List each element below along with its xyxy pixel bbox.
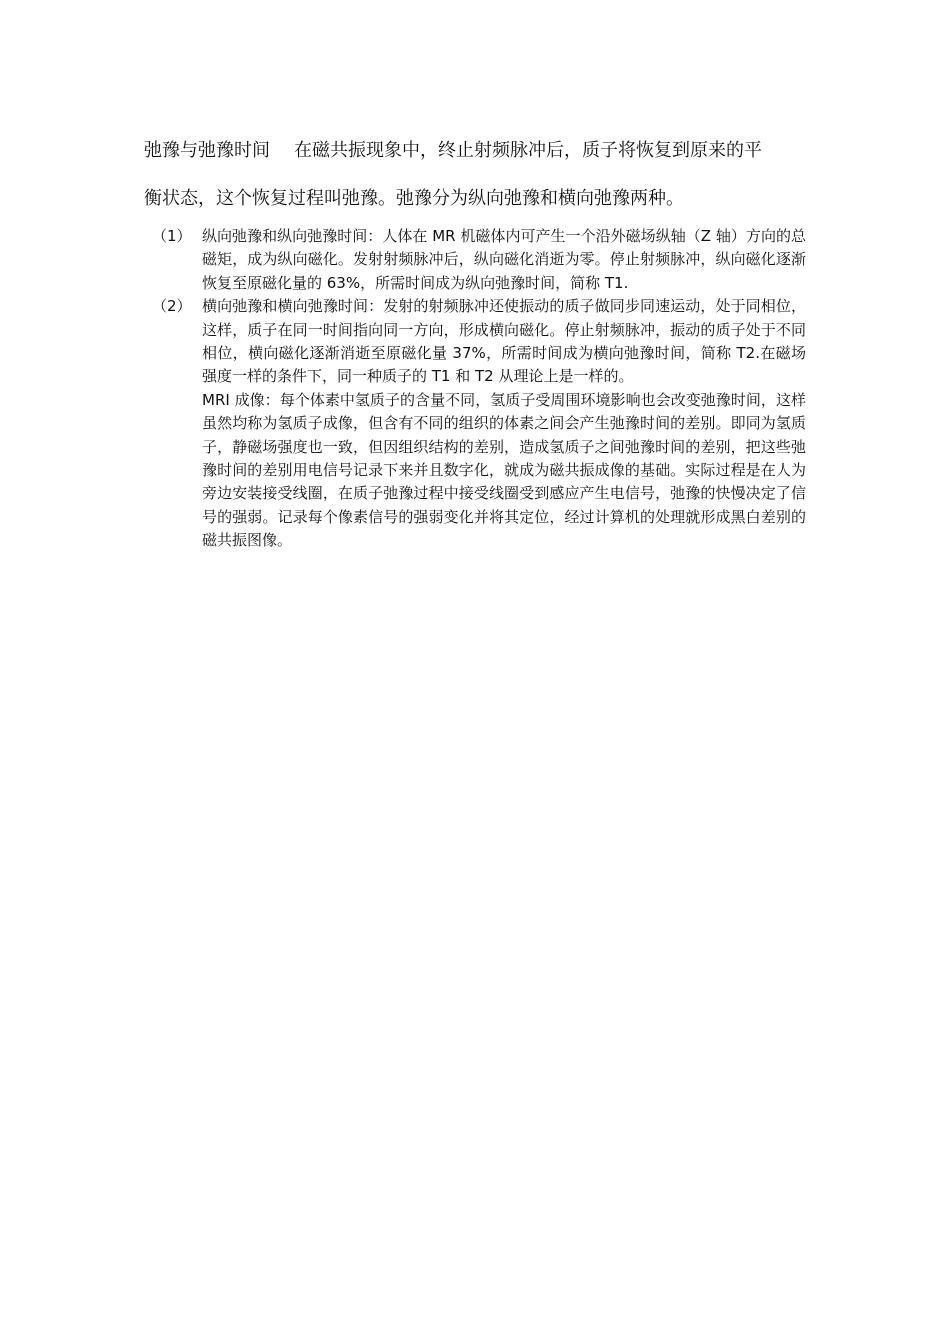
list-item-transverse-relaxation <box>0 295 950 389</box>
list-item-text: MRI 成像：每个体素中氢质子的含量不同，氢质子受周围环境影响也会改变弛豫时间，这样虽然均称为氢质子成像，但含有不同的组织的体素之间会产生弛豫时间的差别。即同为氢质子，静磁场强度也一致，但因组织结构的差别，造成氢质子之间弛豫时间的差别，把这些弛豫时间的差别用电信号记录下来并且数字化，就成为磁共振成像的基础。实际过程是在人为旁边安装接受线圈，在质子弛豫过程中接受线圈受到感应产生电信号，弛豫的快慢决定了信号的强弱。记录每个像素信号的强弱变化并将其定位，经过计算机的处理就形成黑白差别的磁共振图像。 <box>202 390 806 550</box>
section-heading: 弛豫与弛豫时间 <box>144 140 270 161</box>
list-item-text: 横向弛豫和横向弛豫时间：发射的射频脉冲还使振动的质子做同步同速运动，处于同相位，这样，质子在同一时间指向同一方向，形成横向磁化。停止射频脉冲，振动的质子处于不同相位，横向磁化逐渐消逝至原磁化量 37%，所需时间成为横向弛豫时间，简称 T2.在磁场强度一样的条件下，同一种质子的 T1 和 T2 从理论上是一样的。 <box>202 297 806 386</box>
list-item-longitudinal-relaxation <box>0 225 950 295</box>
list-item-number: （1） <box>152 227 192 245</box>
list-item-text: 纵向弛豫和纵向弛豫时间：人体在 MR 机磁体内可产生一个沿外磁场纵轴（Z 轴）方向的总磁矩，成为纵向磁化。发射射频脉冲后，纵向磁化消逝为零。停止射频脉冲，纵向磁化逐渐恢复至原磁化量的 63%，所需时间成为纵向弛豫时间，简称 T1. <box>202 227 806 292</box>
list-item-number: （2） <box>152 297 192 316</box>
intro-line-2 <box>144 186 814 212</box>
intro-text-line-1: 在磁共振现象中，终止射频脉冲后，质子将恢复到原来的平 <box>294 140 762 161</box>
numbered-list <box>0 225 950 553</box>
intro-line-1 <box>144 138 814 164</box>
intro-text-line-2: 衡状态，这个恢复过程叫弛豫。弛豫分为纵向弛豫和横向弛豫两种。 <box>144 188 684 209</box>
list-item-mri-imaging <box>0 389 950 553</box>
